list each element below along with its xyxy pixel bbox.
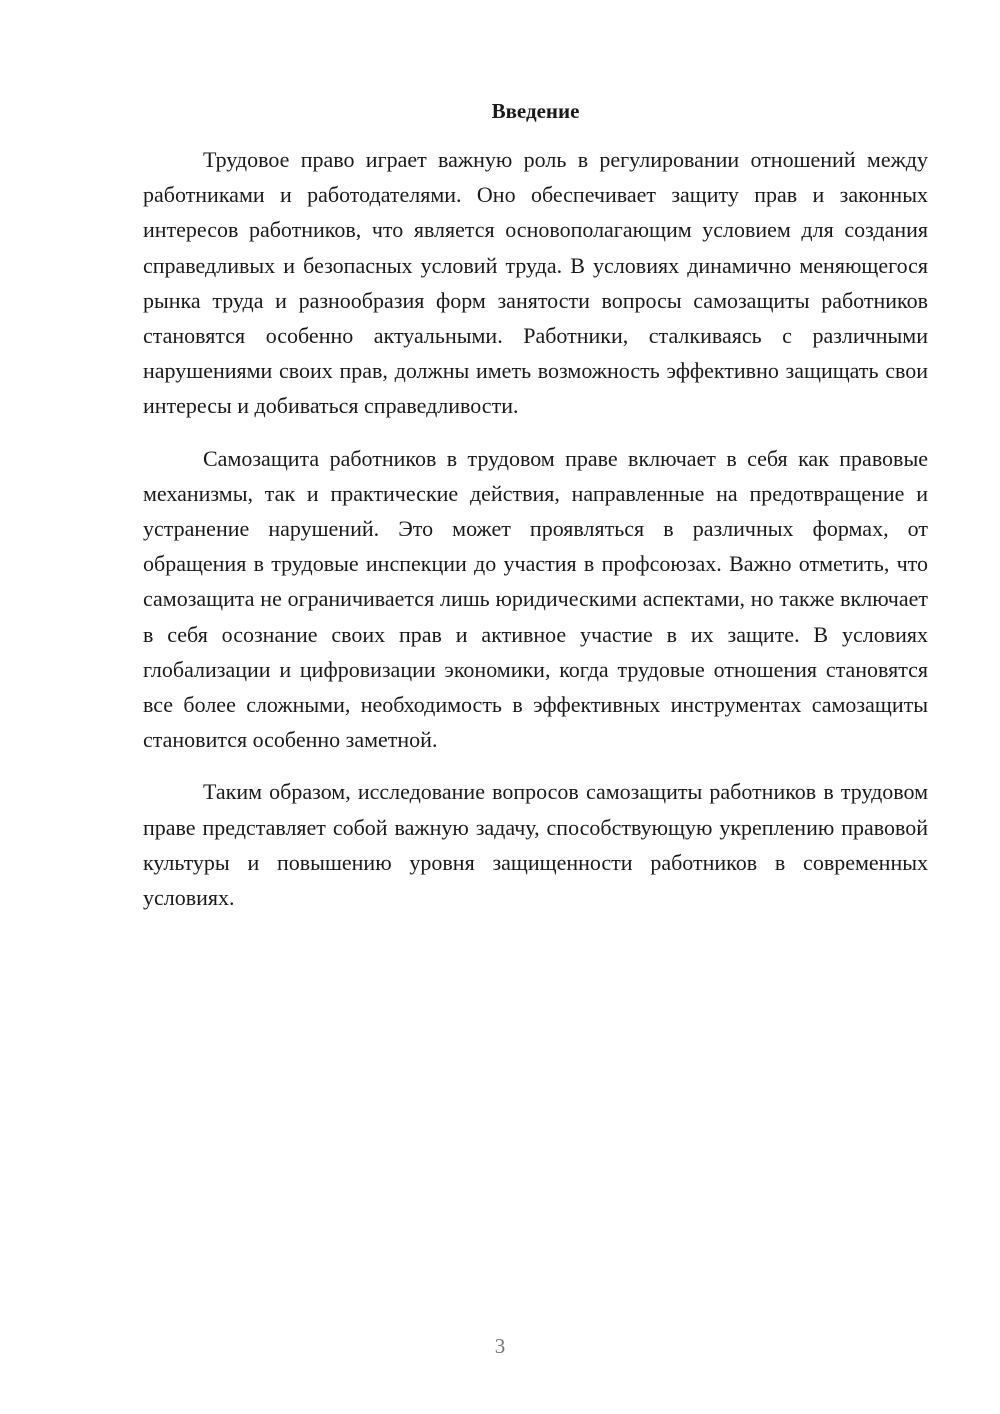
paragraph-2: Самозащита работников в трудовом праве включает в себя как правовые механизмы, так и практические действия, направленные на предотвращение и устранение нарушений. Это может проявляться в различных формах, от обращения в трудовые инспекции до участия в профсоюзах. Важно отметить, что самозащита не ограничивается лишь юридическими аспектами, но также включает в себя осознание своих прав и активное участие в их защите. В условиях глобализации и цифровизации экономики, когда трудовые отношения становятся все более сложными, необходимость в эффективных инструментах самозащиты становится особенно заметной. [143,445,928,753]
paragraph-1: Трудовое право играет важную роль в регулировании отношений между работниками и работодателями. Оно обеспечивает защиту прав и законных интересов работников, что является основополагающим условием для создания справедливых и безопасных условий труда. В условиях динамично меняющегося рынка труда и разнообразия форм занятости вопросы самозащиты работников становятся особенно актуальными. Работники, сталкиваясь с различными нарушениями своих прав, должны иметь возможность эффективно защищать свои интересы и добиваться справедливости. [143,147,928,419]
paragraph-3: Таким образом, исследование вопросов самозащиты работников в трудовом праве представляет собой важную задачу, способствующую укреплению правовой культуры и повышению уровня защищенности работников в современных условиях. [143,779,928,911]
page-number: 3 [494,1334,506,1358]
body-text [143,142,928,932]
section-title: Введение [491,99,580,123]
